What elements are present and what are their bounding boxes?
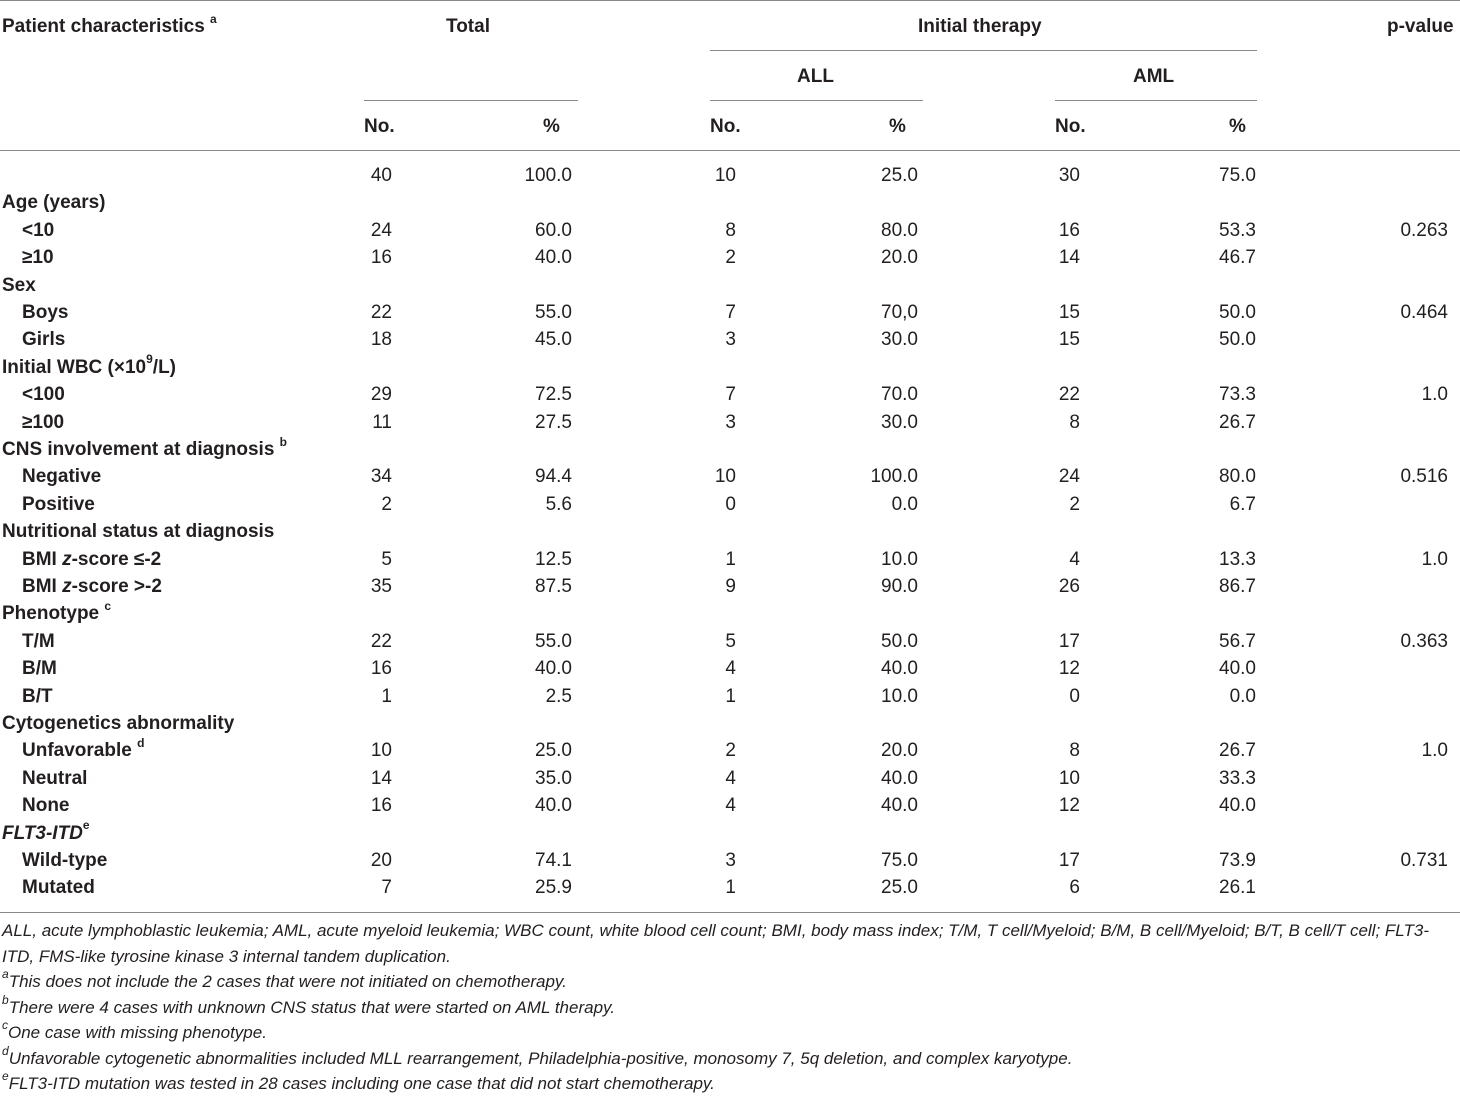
table-row xyxy=(0,463,1460,490)
total-no-cell: 14 xyxy=(370,767,392,789)
row-label: T/M xyxy=(22,630,55,652)
row-label: Positive xyxy=(22,493,95,515)
all-no-cell: 5 xyxy=(725,630,736,652)
table-row xyxy=(0,326,1460,353)
row-label: Nutritional status at diagnosis xyxy=(2,521,275,543)
row-label: Sex xyxy=(2,274,36,296)
aml-no-cell: 8 xyxy=(1069,411,1080,433)
abbreviations-note: ALL, acute lymphoblastic leukemia; AML, acute myeloid leukemia; WBC count, white blood cell count; BMI, body mass index; T/M, T cell/Myeloid; B/M, B cell/Myeloid; B/T, B cell/T cell; FLT3-ITD, FMS-like tyrosine kinase 3 internal tandem duplication. xyxy=(2,921,1429,966)
total-pct-cell: 12.5 xyxy=(535,548,572,570)
total-pct-cell: 74.1 xyxy=(535,850,572,871)
group-row xyxy=(0,189,1460,216)
all-pct-cell: 30.0 xyxy=(881,329,918,351)
row-label: None xyxy=(22,795,70,817)
table-row xyxy=(0,162,1460,189)
header-footnote-mark: a xyxy=(210,11,217,26)
header-all-no: No. xyxy=(710,116,741,137)
header-total: Total xyxy=(446,16,490,37)
aml-no-cell: 26 xyxy=(1058,576,1080,597)
row-label: Mutated xyxy=(22,877,95,899)
total-no-cell: 1 xyxy=(381,685,392,707)
aml-pct-cell: 73.3 xyxy=(1219,384,1256,406)
aml-pct-cell: 40.0 xyxy=(1219,795,1256,817)
row-label: ≥10 xyxy=(22,247,54,269)
total-no-cell: 20 xyxy=(370,850,392,871)
table-row xyxy=(0,546,1460,573)
header-initial-therapy: Initial therapy xyxy=(918,16,1042,37)
total-no-cell: 10 xyxy=(370,740,392,762)
p-value-cell: 0.363 xyxy=(1400,630,1448,652)
aml-no-cell: 8 xyxy=(1069,740,1080,762)
group-row xyxy=(0,436,1460,463)
group-row xyxy=(0,820,1460,847)
all-no-cell: 4 xyxy=(725,658,736,680)
row-label: Boys xyxy=(22,302,69,323)
all-pct-cell: 90.0 xyxy=(881,576,918,597)
all-no-cell: 9 xyxy=(725,576,736,597)
total-no-cell: 7 xyxy=(381,877,392,899)
header-aml-pct: % xyxy=(1229,116,1246,137)
all-no-cell: 10 xyxy=(714,466,736,488)
row-label: Negative xyxy=(22,466,102,488)
group-row xyxy=(0,600,1460,627)
aml-no-cell: 22 xyxy=(1058,384,1080,406)
all-pct-cell: 30.0 xyxy=(881,411,918,433)
aml-no-cell: 24 xyxy=(1058,466,1080,488)
group-row xyxy=(0,710,1460,737)
all-no-cell: 4 xyxy=(725,767,736,789)
total-pct-cell: 94.4 xyxy=(535,466,572,488)
aml-rule xyxy=(1055,100,1257,101)
table-row xyxy=(0,792,1460,819)
aml-pct-cell: 80.0 xyxy=(1219,466,1256,488)
aml-pct-cell: 46.7 xyxy=(1219,247,1256,269)
table-row xyxy=(0,765,1460,792)
table-row xyxy=(0,244,1460,271)
all-rule xyxy=(710,100,923,101)
total-pct-cell: 40.0 xyxy=(535,247,572,269)
all-no-cell: 0 xyxy=(725,493,736,515)
all-pct-cell: 40.0 xyxy=(881,795,918,817)
header-all-pct: % xyxy=(889,116,906,137)
aml-pct-cell: 53.3 xyxy=(1219,219,1256,241)
footnote-e: $^e$FLT3-ITD mutation was tested in 28 cases including one case that did not start chemotherapy. xyxy=(2,1069,715,1093)
group-row xyxy=(0,518,1460,545)
all-no-cell: 3 xyxy=(725,411,736,433)
total-pct-cell: 87.5 xyxy=(535,576,572,597)
row-label: B/T xyxy=(22,685,53,707)
header-all: ALL xyxy=(797,66,834,87)
table-row xyxy=(0,683,1460,710)
header-aml: AML xyxy=(1133,66,1175,87)
table-row xyxy=(0,217,1460,244)
aml-pct-cell: 75.0 xyxy=(1219,165,1256,186)
p-value-cell: 1.0 xyxy=(1421,740,1448,762)
aml-pct-cell: 40.0 xyxy=(1219,658,1256,680)
total-pct-cell: 35.0 xyxy=(535,767,572,789)
row-label: <100 xyxy=(22,384,65,406)
aml-no-cell: 12 xyxy=(1058,795,1080,817)
total-pct-cell: 55.0 xyxy=(535,302,572,323)
aml-no-cell: 0 xyxy=(1069,685,1080,707)
aml-pct-cell: 26.7 xyxy=(1219,411,1256,433)
total-no-cell: 29 xyxy=(370,384,392,406)
row-label: B/M xyxy=(22,658,57,680)
all-pct-cell: 10.0 xyxy=(881,685,918,707)
total-no-cell: 11 xyxy=(372,411,392,433)
total-no-cell: 16 xyxy=(370,247,392,269)
table-row xyxy=(0,573,1460,600)
table-row xyxy=(0,491,1460,518)
all-pct-cell: 25.0 xyxy=(881,877,918,899)
total-pct-cell: 5.6 xyxy=(545,493,572,515)
aml-no-cell: 30 xyxy=(1058,165,1080,186)
top-rule xyxy=(0,0,1460,1)
aml-no-cell: 14 xyxy=(1058,247,1080,269)
total-no-cell: 18 xyxy=(370,329,392,351)
total-no-cell: 22 xyxy=(370,630,392,652)
all-no-cell: 1 xyxy=(725,685,736,707)
total-pct-cell: 60.0 xyxy=(535,219,572,241)
row-label: BMI z-score >-2 xyxy=(22,576,162,597)
row-label: Girls xyxy=(22,329,66,351)
total-pct-cell: 2.5 xyxy=(545,685,572,707)
aml-pct-cell: 26.1 xyxy=(1219,877,1256,899)
footnote-a: $^a$This does not include the 2 cases that were not initiated on chemotherapy. xyxy=(2,967,567,991)
all-no-cell: 10 xyxy=(714,165,736,186)
aml-pct-cell: 73.9 xyxy=(1219,850,1256,871)
row-label: BMI z-score ≤-2 xyxy=(22,548,162,570)
group-row xyxy=(0,272,1460,299)
all-pct-cell: 70,0 xyxy=(881,302,918,323)
aml-pct-cell: 86.7 xyxy=(1219,576,1256,597)
total-no-cell: 16 xyxy=(370,795,392,817)
aml-no-cell: 10 xyxy=(1058,767,1080,789)
p-value-cell: 0.464 xyxy=(1400,302,1448,323)
all-pct-cell: 20.0 xyxy=(881,740,918,762)
total-pct-cell: 40.0 xyxy=(535,795,572,817)
all-pct-cell: 40.0 xyxy=(881,767,918,789)
row-label: ≥100 xyxy=(22,411,65,433)
total-no-cell: 16 xyxy=(370,658,392,680)
all-pct-cell: 25.0 xyxy=(881,165,918,186)
all-no-cell: 2 xyxy=(725,247,736,269)
aml-no-cell: 17 xyxy=(1058,850,1080,871)
total-pct-cell: 55.0 xyxy=(535,630,572,652)
row-label: Age (years) xyxy=(2,192,106,214)
header-total-no: No. xyxy=(364,116,395,137)
p-value-cell: 0.263 xyxy=(1400,219,1448,241)
all-no-cell: 3 xyxy=(725,850,736,871)
total-no-cell: 24 xyxy=(370,219,392,241)
aml-no-cell: 16 xyxy=(1058,219,1080,241)
all-pct-cell: 50.0 xyxy=(881,630,918,652)
aml-no-cell: 2 xyxy=(1069,493,1080,515)
total-pct-cell: 25.9 xyxy=(535,877,572,899)
all-pct-cell: 10.0 xyxy=(881,548,918,570)
aml-no-cell: 15 xyxy=(1058,302,1080,323)
table-bottom-rule xyxy=(0,912,1460,913)
header-p-value: p-value xyxy=(1387,16,1454,37)
header-bottom-rule xyxy=(0,150,1460,151)
aml-pct-cell: 50.0 xyxy=(1219,302,1256,323)
footnote-d: $^d$Unfavorable cytogenetic abnormalities included MLL rearrangement, Philadelphia-positive, monosomy 7, 5q deletion, and complex karyotype. xyxy=(2,1043,1073,1068)
total-no-cell: 2 xyxy=(381,493,392,515)
row-label: Phenotype $^c$ xyxy=(2,599,112,625)
aml-pct-cell: 6.7 xyxy=(1229,493,1256,515)
header-total-pct: % xyxy=(543,116,560,137)
total-no-cell: 5 xyxy=(381,548,392,570)
table-row xyxy=(0,655,1460,682)
total-pct-cell: 72.5 xyxy=(535,384,572,406)
table-row xyxy=(0,628,1460,655)
all-no-cell: 7 xyxy=(725,384,736,406)
group-row xyxy=(0,354,1460,381)
aml-pct-cell: 26.7 xyxy=(1219,740,1256,762)
all-no-cell: 7 xyxy=(725,302,736,323)
all-no-cell: 3 xyxy=(725,329,736,351)
total-pct-cell: 100.0 xyxy=(524,165,572,186)
total-pct-cell: 25.0 xyxy=(535,740,572,762)
aml-pct-cell: 13.3 xyxy=(1219,548,1256,570)
row-label: Initial WBC $(\times 10^9/L)$ xyxy=(2,352,177,378)
row-label: Cytogenetics abnormality xyxy=(2,713,235,734)
total-pct-cell: 40.0 xyxy=(535,658,572,680)
table-row xyxy=(0,409,1460,436)
row-label: FLT3-ITD$^e$ xyxy=(2,818,90,844)
all-pct-cell: 70.0 xyxy=(881,384,918,406)
row-label: Wild-type xyxy=(22,850,108,871)
total-pct-cell: 45.0 xyxy=(535,329,572,351)
aml-no-cell: 17 xyxy=(1058,630,1080,652)
aml-pct-cell: 50.0 xyxy=(1219,329,1256,351)
total-pct-cell: 27.5 xyxy=(535,411,572,433)
total-no-cell: 34 xyxy=(370,466,392,488)
header-patient-characteristics-label: Patient characteristics xyxy=(2,16,205,37)
table-row xyxy=(0,874,1460,901)
total-no-cell: 22 xyxy=(370,302,392,323)
p-value-cell: 1.0 xyxy=(1421,548,1448,570)
p-value-cell: 1.0 xyxy=(1421,384,1448,406)
aml-pct-cell: 33.3 xyxy=(1219,767,1256,789)
all-pct-cell: 100.0 xyxy=(870,466,918,488)
all-pct-cell: 20.0 xyxy=(881,247,918,269)
total-rule xyxy=(364,100,578,101)
all-no-cell: 1 xyxy=(725,877,736,899)
aml-no-cell: 6 xyxy=(1069,877,1080,899)
aml-no-cell: 4 xyxy=(1069,548,1080,570)
header-patient-characteristics xyxy=(2,11,217,38)
all-pct-cell: 0.0 xyxy=(891,493,918,515)
table-footnotes xyxy=(2,918,1458,1097)
all-no-cell: 2 xyxy=(725,740,736,762)
footnote-b: $^b$There were 4 cases with unknown CNS status that were started on AML therapy. xyxy=(2,992,616,1017)
all-no-cell: 4 xyxy=(725,795,736,817)
all-no-cell: 1 xyxy=(725,548,736,570)
all-pct-cell: 75.0 xyxy=(881,850,918,871)
p-value-cell: 0.516 xyxy=(1400,466,1448,488)
aml-no-cell: 15 xyxy=(1058,329,1080,351)
footnote-c: $^c$One case with missing phenotype. xyxy=(2,1018,267,1042)
aml-pct-cell: 56.7 xyxy=(1219,630,1256,652)
aml-no-cell: 12 xyxy=(1058,658,1080,680)
table-row xyxy=(0,847,1460,874)
total-no-cell: 35 xyxy=(370,576,392,597)
row-label: <10 xyxy=(22,219,55,241)
row-label: Neutral xyxy=(22,767,88,789)
aml-pct-cell: 0.0 xyxy=(1229,685,1256,707)
table-row xyxy=(0,299,1460,326)
all-pct-cell: 40.0 xyxy=(881,658,918,680)
table-row xyxy=(0,737,1460,764)
table-row xyxy=(0,381,1460,408)
initial-therapy-rule xyxy=(710,50,1257,51)
p-value-cell: 0.731 xyxy=(1400,850,1448,871)
total-no-cell: 40 xyxy=(370,165,392,186)
row-label: Unfavorable $^d$ xyxy=(22,736,145,762)
row-label: CNS involvement at diagnosis $^b$ xyxy=(2,434,288,460)
all-no-cell: 8 xyxy=(725,219,736,241)
all-pct-cell: 80.0 xyxy=(881,219,918,241)
header-aml-no: No. xyxy=(1055,116,1086,137)
